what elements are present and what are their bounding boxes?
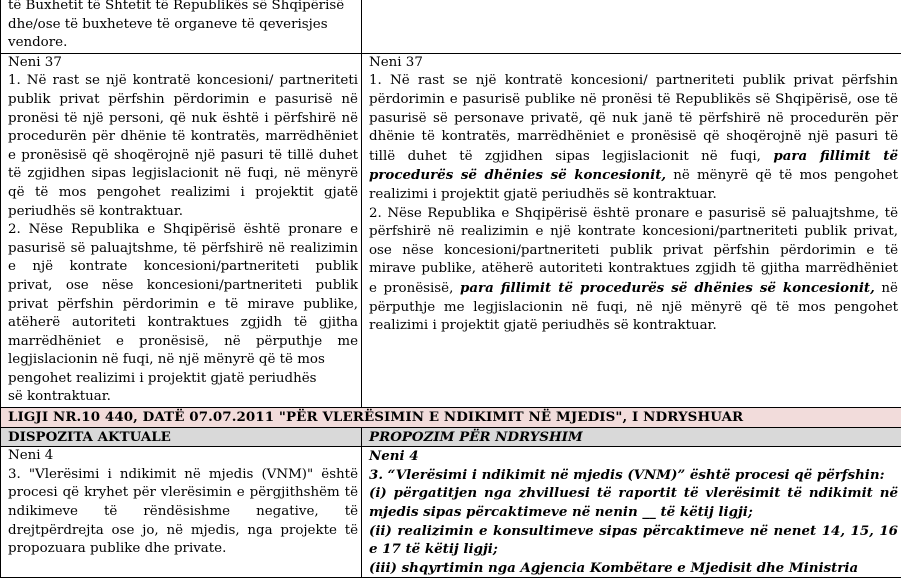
- table-row: [1, 0, 901, 53]
- paragraph-2-tail: pengohet realizimi i projektit gjatë periudhës: [8, 370, 317, 386]
- cell-neni37-proposed: [362, 53, 901, 407]
- cell-neni37-current: [1, 53, 362, 407]
- article-title: Neni 37: [8, 54, 62, 70]
- text-run: në mënyrë që të mos pengohet realizimi i projektit gjatë periudhës së kontraktuar.: [369, 168, 898, 202]
- emphasis-text: para fillimit të procedurës së dhënies së koncesionit,: [459, 279, 875, 296]
- paragraph-2: 2. Nëse Republika e Shqipërisë është pronare e pasurisë së paluajtshme, të përfshirë në realizimin e një kontrate koncesioni/partneriteti publik privat, ose nëse koncesioni/partneriteti publik privat përfshin përdorimin e të mirave publike, atëherë autoriteti kontraktues zgjidh të gjitha marrëdhëniet e pronësisë, në përputhje me legjislacionin në fuqi, në një mënyrë që të mos: [8, 222, 358, 368]
- cell-top-left: [1, 0, 362, 53]
- law-banner: LIGJI NR.10 440, DATË 07.07.2011 "PËR VLERËSIMIN E NDIKIMIT NË MJEDIS", I NDRYSHUAR: [1, 408, 901, 428]
- table-row: [1, 408, 901, 428]
- paragraph-1: [369, 72, 898, 204]
- paragraph-2: [369, 205, 898, 336]
- column-header-proposed: PROPOZIM PËR NDRYSHIM: [362, 427, 901, 447]
- table-row: [1, 427, 901, 447]
- paragraph-1: 1. Në rast se një kontratë koncesioni/ partneriteti publik privat përfshin përdorimin e pasurisë në pronësi të një personi, që nuk është i përfshirë në procedurën për dhënie të kontratës, marrëdhëniet e pronësisë që shoqërojnë një pasuri të tillë duhet të zgjidhen sipas legjislacionit në fuqi, në mënyrë që të mos pengohet realizimi i projektit gjatë periudhës së kontraktuar.: [8, 73, 358, 219]
- list-item: (i) përgatitjen nga zhvilluesi të raportit të vlerësimit të ndikimit në mjedis sipas përcaktimeve në nenin __ të këtij ligji;: [369, 485, 898, 521]
- text-line: dhe/ose të buxheteve të organeve të qeverisjes: [8, 16, 328, 32]
- text-run: në përputhje me legjislacionin në fuqi, në një mënyrë që të mos pengohet realizimi i projektit gjatë periudhës së kontraktuar.: [369, 280, 898, 334]
- text-line: të Buxhetit të Shtetit të Republikës së Shqipërisë: [8, 0, 345, 13]
- paragraph-1: 3. "Vlerësimi i ndikimit në mjedis (VNM)" është procesi që kryhet për vlerësimin e përgjithshëm të ndikimeve të rëndësishme negative, të drejtpërdrejta ose jo, në mjedis, nga projekte të propozuara publike dhe private.: [8, 466, 358, 557]
- column-header-current: DISPOZITA AKTUALE: [1, 427, 362, 447]
- list-item: (iii) shqyrtimin nga Agjencia Kombëtare e Mjedisit dhe Ministria: [369, 559, 859, 576]
- table-row: [1, 447, 901, 578]
- cell-neni4-current: [1, 447, 362, 578]
- cell-top-right: [362, 0, 901, 53]
- emphasis-text: para fillimit të procedurës së dhënies së koncesionit,: [369, 147, 898, 184]
- article-title: Neni 4: [8, 448, 54, 464]
- table-row: [1, 53, 901, 407]
- cell-neni4-proposed: [362, 447, 901, 578]
- paragraph-2-tail: së kontraktuar.: [8, 389, 111, 405]
- text-run: 1. Në rast se një kontratë koncesioni/ partneriteti publik privat përfshin përdorimin e pasurisë publike në pronësi të Republikës së Shqipërisë, ose të pasurisë së personave privatë, që nuk janë të përfshirë në procedurën për dhënie të kontratës, marrëdhëniet e pronësisë që shoqërojnë një pasuri të tillë duhet të zgjidhen sipas legjislacionit në fuqi,: [369, 73, 898, 164]
- article-title: Neni 37: [369, 54, 423, 70]
- text-run: 2. Nëse Republika e Shqipërisë është pronare e pasurisë së paluajtshme, të përfshirë në realizimin e një kontrate koncesioni/partneriteti publik privat, ose nëse koncesioni/partneriteti publik privat përfshin përdorimin e të mirave publike, atëherë autoriteti kontraktues zgjidh të gjitha marrëdhëniet e pronësisë,: [369, 205, 898, 296]
- article-title: Neni 4: [369, 448, 419, 465]
- list-item: (ii) realizimin e konsultimeve sipas përcaktimeve në nenet 14, 15, 16 e 17 të këtij ligji;: [369, 522, 898, 558]
- paragraph-1: 3. “Vlerësimi i ndikimit në mjedis (VNM)” është procesi që përfshin:: [369, 466, 885, 483]
- text-line: vendore.: [8, 35, 68, 51]
